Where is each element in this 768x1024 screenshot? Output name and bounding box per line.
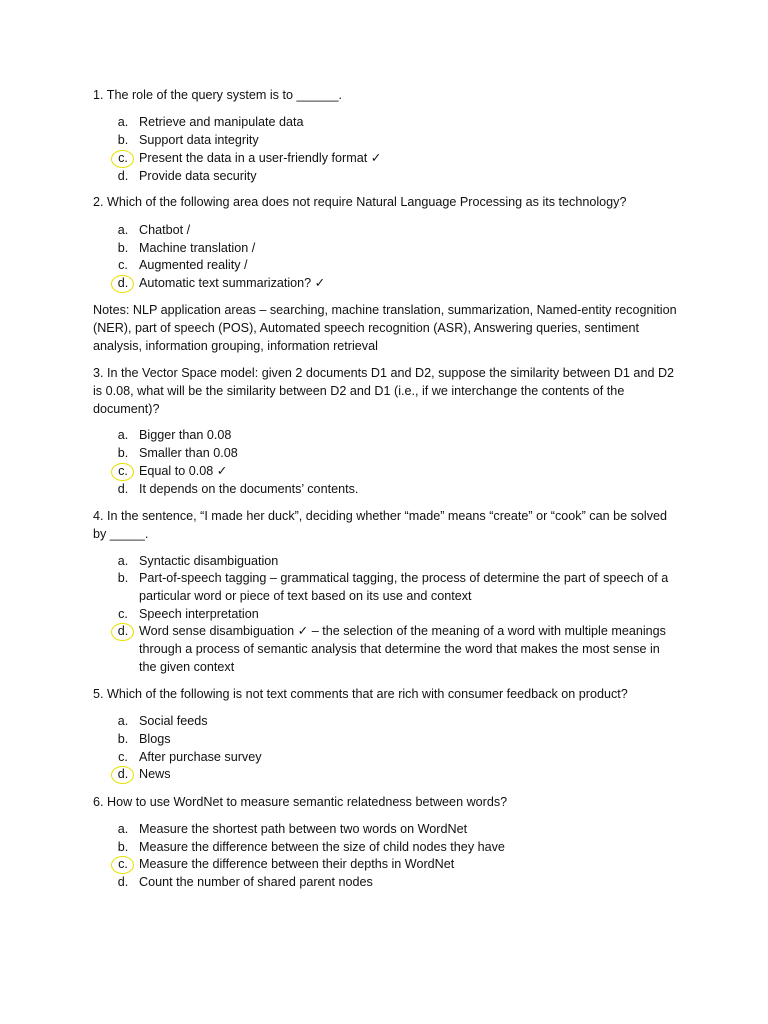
question-3: 3. In the Vector Space model: given 2 documents D1 and D2, suppose the similarity between D1 and D2 is 0.08, what will be the similarity between D2 and D1 (i.e., if we interchange the contents of the document)?: [93, 366, 675, 416]
option-text: Automatic text summarization? ✓: [139, 276, 326, 290]
answer-circle: c.: [116, 856, 130, 874]
option-letter: a.: [117, 428, 129, 442]
option-letter: b.: [117, 571, 129, 585]
option-letter: a.: [117, 822, 129, 836]
option-text: Measure the difference between the size of child nodes they have: [139, 840, 505, 854]
option-letter: a.: [117, 714, 129, 728]
option-text: Measure the difference between their depths in WordNet: [139, 857, 455, 871]
q6-option-d: [116, 874, 676, 892]
option-letter: b.: [117, 732, 129, 746]
option-text: Smaller than 0.08: [139, 446, 238, 460]
q1-option-d: [116, 168, 676, 186]
q2-option-c: [116, 257, 676, 275]
answer-circle: d.: [116, 623, 130, 641]
option-letter: b.: [117, 446, 129, 460]
q1-option-a: [116, 114, 676, 132]
option-text: Retrieve and manipulate data: [139, 115, 304, 129]
option-text: Word sense disambiguation ✓ – the selection of the meaning of a word with multiple meanings through a process of semantic analysis that determine the word that makes the most sense in the given context: [139, 624, 666, 674]
q4-option-d: [116, 623, 676, 676]
q3-option-c: [116, 463, 676, 481]
option-letter: a.: [117, 115, 129, 129]
q1-option-b: [116, 132, 676, 150]
option-text: After purchase survey: [139, 750, 262, 764]
notes-paragraph: Notes: NLP application areas – searching, machine translation, summarization, Named-entity recognition (NER), part of speech (POS), Automated speech recognition (ASR), Answering queries, sentiment analysis, information grouping, information retrieval: [93, 303, 677, 353]
option-letter: b.: [117, 840, 129, 854]
q2-option-b: [116, 240, 676, 258]
q4-option-a: [116, 553, 676, 571]
q6-option-b: [116, 839, 676, 857]
option-text: Social feeds: [139, 714, 208, 728]
q4-option-b: [116, 570, 676, 606]
option-text: Chatbot /: [139, 223, 191, 237]
q3-option-a: [116, 427, 676, 445]
option-letter: d.: [117, 875, 129, 889]
q5-option-c: [116, 749, 676, 767]
q5-option-a: [116, 713, 676, 731]
question-6: 6. How to use WordNet to measure semantic relatedness between words?: [93, 795, 508, 809]
option-text: News: [139, 767, 171, 781]
option-text: Bigger than 0.08: [139, 428, 232, 442]
option-letter: a.: [117, 554, 129, 568]
option-letter: b.: [117, 133, 129, 147]
q3-option-b: [116, 445, 676, 463]
option-text: Syntactic disambiguation: [139, 554, 279, 568]
option-letter: c.: [118, 607, 128, 621]
option-text: Provide data security: [139, 169, 257, 183]
question-4: 4. In the sentence, “I made her duck”, deciding whether “made” means “create” or “cook” can be solved by _____.: [93, 509, 667, 541]
option-text: Machine translation /: [139, 241, 256, 255]
option-letter: a.: [117, 223, 129, 237]
option-text: Blogs: [139, 732, 171, 746]
option-text: Augmented reality /: [139, 258, 248, 272]
answer-circle: c.: [116, 463, 130, 481]
q6-option-c: [116, 856, 676, 874]
question-1: 1. The role of the query system is to ______.: [93, 88, 342, 102]
option-letter: c.: [118, 750, 128, 764]
q5-option-b: [116, 731, 676, 749]
option-letter: d.: [117, 482, 129, 496]
answer-circle: d.: [116, 275, 130, 293]
option-letter: d.: [117, 169, 129, 183]
q6-option-a: [116, 821, 676, 839]
q2-option-a: [116, 222, 676, 240]
q2-option-d: [116, 275, 676, 293]
option-letter: b.: [117, 241, 129, 255]
q1-option-c: [116, 150, 676, 168]
option-text: Part-of-speech tagging – grammatical tagging, the process of determine the part of speech of a particular word or piece of text based on its use and context: [139, 571, 669, 603]
answer-circle: d.: [116, 766, 130, 784]
q5-option-d: [116, 766, 676, 784]
option-text: It depends on the documents’ contents.: [139, 482, 359, 496]
q4-option-c: [116, 606, 676, 624]
q3-option-d: [116, 481, 676, 499]
option-text: Count the number of shared parent nodes: [139, 875, 373, 889]
answer-circle: c.: [116, 150, 130, 168]
option-text: Present the data in a user-friendly format ✓: [139, 151, 382, 165]
option-text: Speech interpretation: [139, 607, 259, 621]
question-5: 5. Which of the following is not text comments that are rich with consumer feedback on product?: [93, 687, 628, 701]
option-letter: c.: [118, 258, 128, 272]
option-text: Measure the shortest path between two words on WordNet: [139, 822, 468, 836]
option-text: Equal to 0.08 ✓: [139, 464, 228, 478]
option-text: Support data integrity: [139, 133, 259, 147]
question-2: 2. Which of the following area does not require Natural Language Processing as its technology?: [93, 195, 627, 209]
